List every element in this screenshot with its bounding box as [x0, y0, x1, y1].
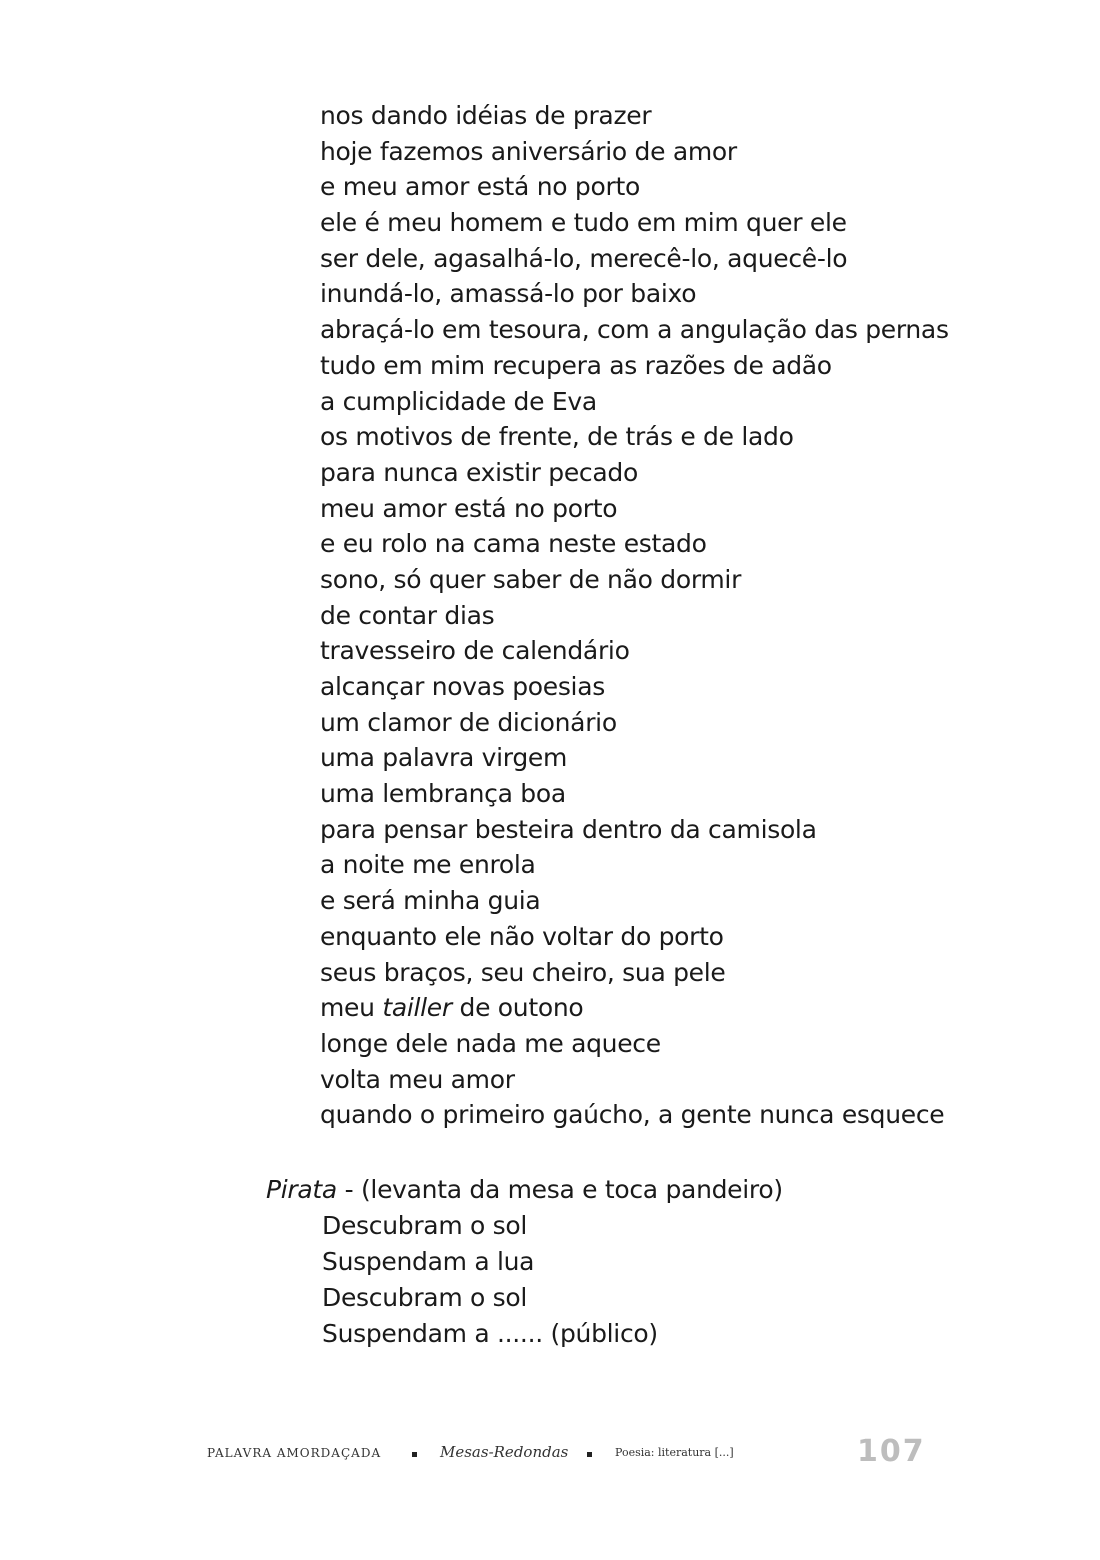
poem-line: e será minha guia [320, 886, 541, 916]
tailler-italic: tailler [382, 993, 452, 1023]
song-line: Descubram o sol [322, 1283, 528, 1312]
poem-line: enquanto ele não voltar do porto [320, 921, 724, 951]
song-line: Suspendam a ...... (público) [322, 1319, 658, 1348]
poem-line: e eu rolo na cama neste estado [320, 529, 707, 559]
footer-book-title: PALAVRA AMORDAÇADA [207, 1446, 382, 1460]
footer-series: Poesia: literatura [...] [615, 1446, 734, 1459]
song-lyrics [322, 1208, 658, 1352]
poem-line: para pensar besteira dentro da camisola [320, 814, 817, 844]
poem-line: tudo em mim recupera as razões de adão [320, 350, 832, 380]
speaker-name: Pirata [266, 1175, 337, 1204]
song-line: Suspendam a lua [322, 1247, 535, 1276]
direction-text: - (levanta da mesa e toca pandeiro) [336, 1175, 783, 1204]
poem-line: abraçá-lo em tesoura, com a angulação das pernas [320, 315, 949, 345]
separator-square-icon [412, 1452, 417, 1457]
poem-line: ele é meu homem e tudo em mim quer ele [320, 208, 847, 238]
poem-line: alcançar novas poesias [320, 672, 605, 701]
poem-line: sono, só quer saber de não dormir [320, 564, 742, 594]
poem-line: a noite me enrola [320, 850, 536, 880]
poem-line: meu amor está no porto [320, 493, 618, 523]
tailler-suffix: de outono [451, 993, 584, 1023]
poem-line: nos dando idéias de prazer [320, 101, 652, 130]
footer-section: Mesas-Redondas [440, 1443, 569, 1461]
poem-line: volta meu amor [320, 1064, 515, 1094]
poem-line: a cumplicidade de Eva [320, 386, 597, 416]
poem-line: para nunca existir pecado [320, 457, 638, 487]
poem-line: uma lembrança boa [320, 779, 566, 809]
page-footer [207, 1434, 927, 1470]
poem-line: seus braços, seu cheiro, sua pele [320, 957, 726, 987]
stage-direction [266, 1172, 783, 1208]
song-line: Descubram o sol [322, 1211, 528, 1240]
poem-line: longe dele nada me aquece [320, 1028, 661, 1058]
poem-body [320, 98, 949, 1133]
poem-line-tailler [320, 990, 949, 1026]
poem-line: travesseiro de calendário [320, 636, 630, 666]
poem-line: ser dele, agasalhá-lo, merecê-lo, aquecê-lo [320, 243, 848, 273]
page-number: 107 [857, 1434, 926, 1469]
tailler-prefix: meu [320, 993, 383, 1023]
separator-square-icon [587, 1452, 592, 1457]
poem-line: quando o primeiro gaúcho, a gente nunca esquece [320, 1100, 945, 1130]
poem-line: inundá-lo, amassá-lo por baixo [320, 279, 697, 309]
poem-line: e meu amor está no porto [320, 172, 640, 202]
poem-line: hoje fazemos aniversário de amor [320, 136, 737, 166]
poem-line: uma palavra virgem [320, 743, 568, 773]
poem-line: os motivos de frente, de trás e de lado [320, 422, 794, 452]
poem-line: de contar dias [320, 600, 495, 630]
poem-line: um clamor de dicionário [320, 707, 617, 737]
